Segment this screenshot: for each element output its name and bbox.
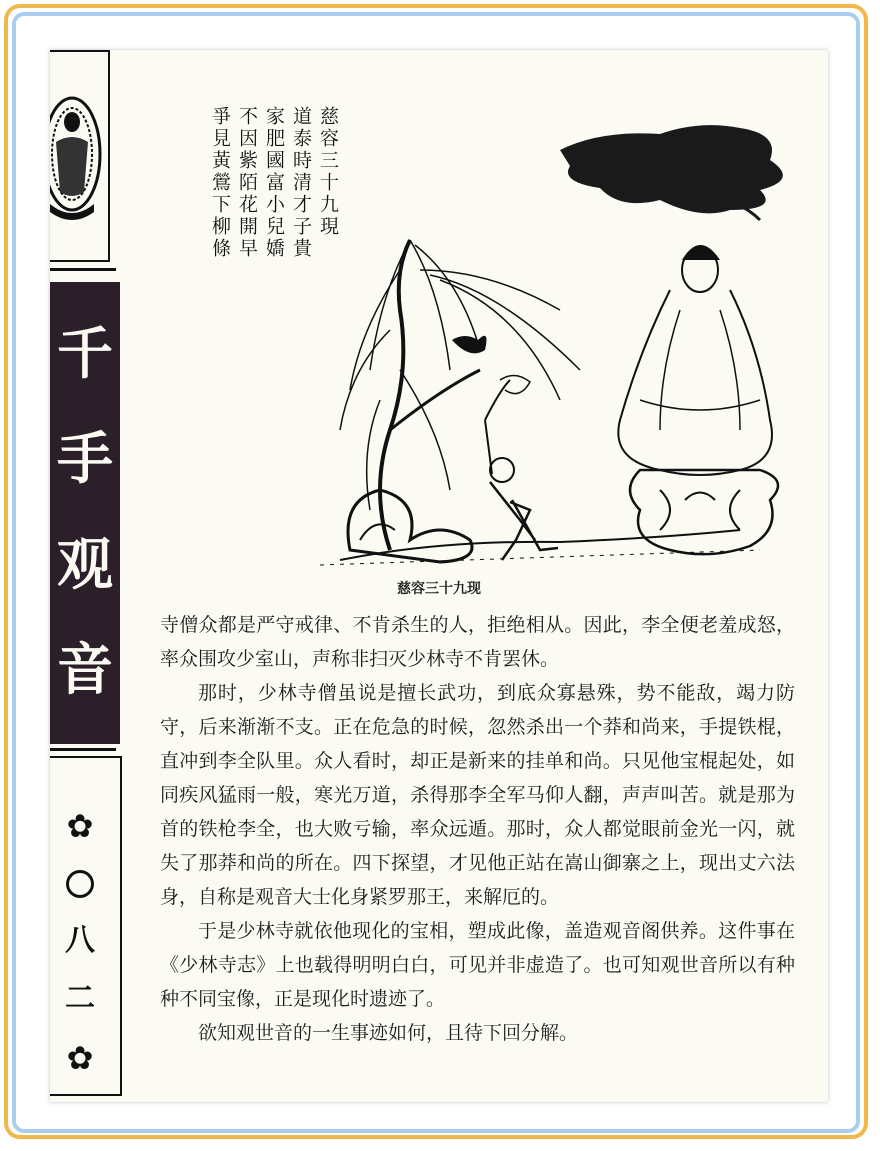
poem-line: 道泰時清才子貴: [290, 106, 312, 260]
poem-line: 家肥國富小兒嬌: [263, 106, 285, 260]
guanyin-emblem-icon: [50, 92, 110, 242]
title-char: 观: [57, 532, 113, 598]
folio-digit: 二: [65, 981, 95, 1016]
paragraph: 那时，少林寺僧虽说是擅长武功，到底众寡悬殊，势不能敌，竭力防守，后来渐渐不支。正在危急的时候，忽然杀出一个莽和尚来，手提铁棍，直冲到李全队里。众人看时，却正是新来的挂单和尚。只见他宝棍起处，如同疾风猛雨一般，寒光万道，杀得那李全军马仰人翻，声声叫苦。就是那为首的铁枪李全，也大败亏输，率众远遁。那时，众人都觉眼前金光一闪，就失了那莽和尚的所在。四下探望，才见他正站在嵩山御寨之上，现出丈六法身，自称是观音大士化身紧罗那王，来解厄的。: [160, 682, 795, 908]
paragraph: 欲知观世音的一生事迹如何，且待下回分解。: [198, 1022, 579, 1044]
folio-digit: 八: [65, 923, 95, 958]
poem-line: 不因紫陌花開早: [236, 106, 258, 260]
poem-line: 慈容三十九現: [317, 106, 339, 238]
flower-ornament-icon: ✿: [66, 1039, 94, 1077]
flower-ornament-icon: ✿: [66, 807, 94, 845]
title-char: 手: [57, 427, 113, 493]
book-title-block: [50, 282, 120, 744]
illustration-caption: 慈容三十九现: [397, 581, 481, 597]
zero-circle-icon: [66, 870, 94, 898]
title-char: 音: [57, 638, 113, 704]
title-char: 千: [57, 321, 113, 387]
woodblock-illustration: [140, 70, 800, 570]
book-page: [50, 50, 828, 1102]
poem-columns: [210, 106, 337, 260]
spine-divider: [50, 748, 116, 751]
spine-emblem-panel: [50, 50, 110, 262]
poem-line: 爭見黃鶯下柳條: [209, 106, 231, 260]
paragraph: 于是少林寺就依他现化的宝相，塑成此像，盖造观音阁供养。这件事在《少林寺志》上也载得明明白白，可见并非虚造了。也可知观世音所以有种种不同宝像，正是现化时遗迹了。: [160, 920, 795, 1010]
page-number: [50, 807, 110, 1077]
spine-divider: [50, 268, 116, 271]
paragraph: 寺僧众都是严守戒律、不肯杀生的人，拒绝相从。因此，李全便老羞成怒，率众围攻少室山，声称非扫灭少林寺不肯罢休。: [160, 614, 795, 670]
body-text: [160, 608, 795, 1050]
